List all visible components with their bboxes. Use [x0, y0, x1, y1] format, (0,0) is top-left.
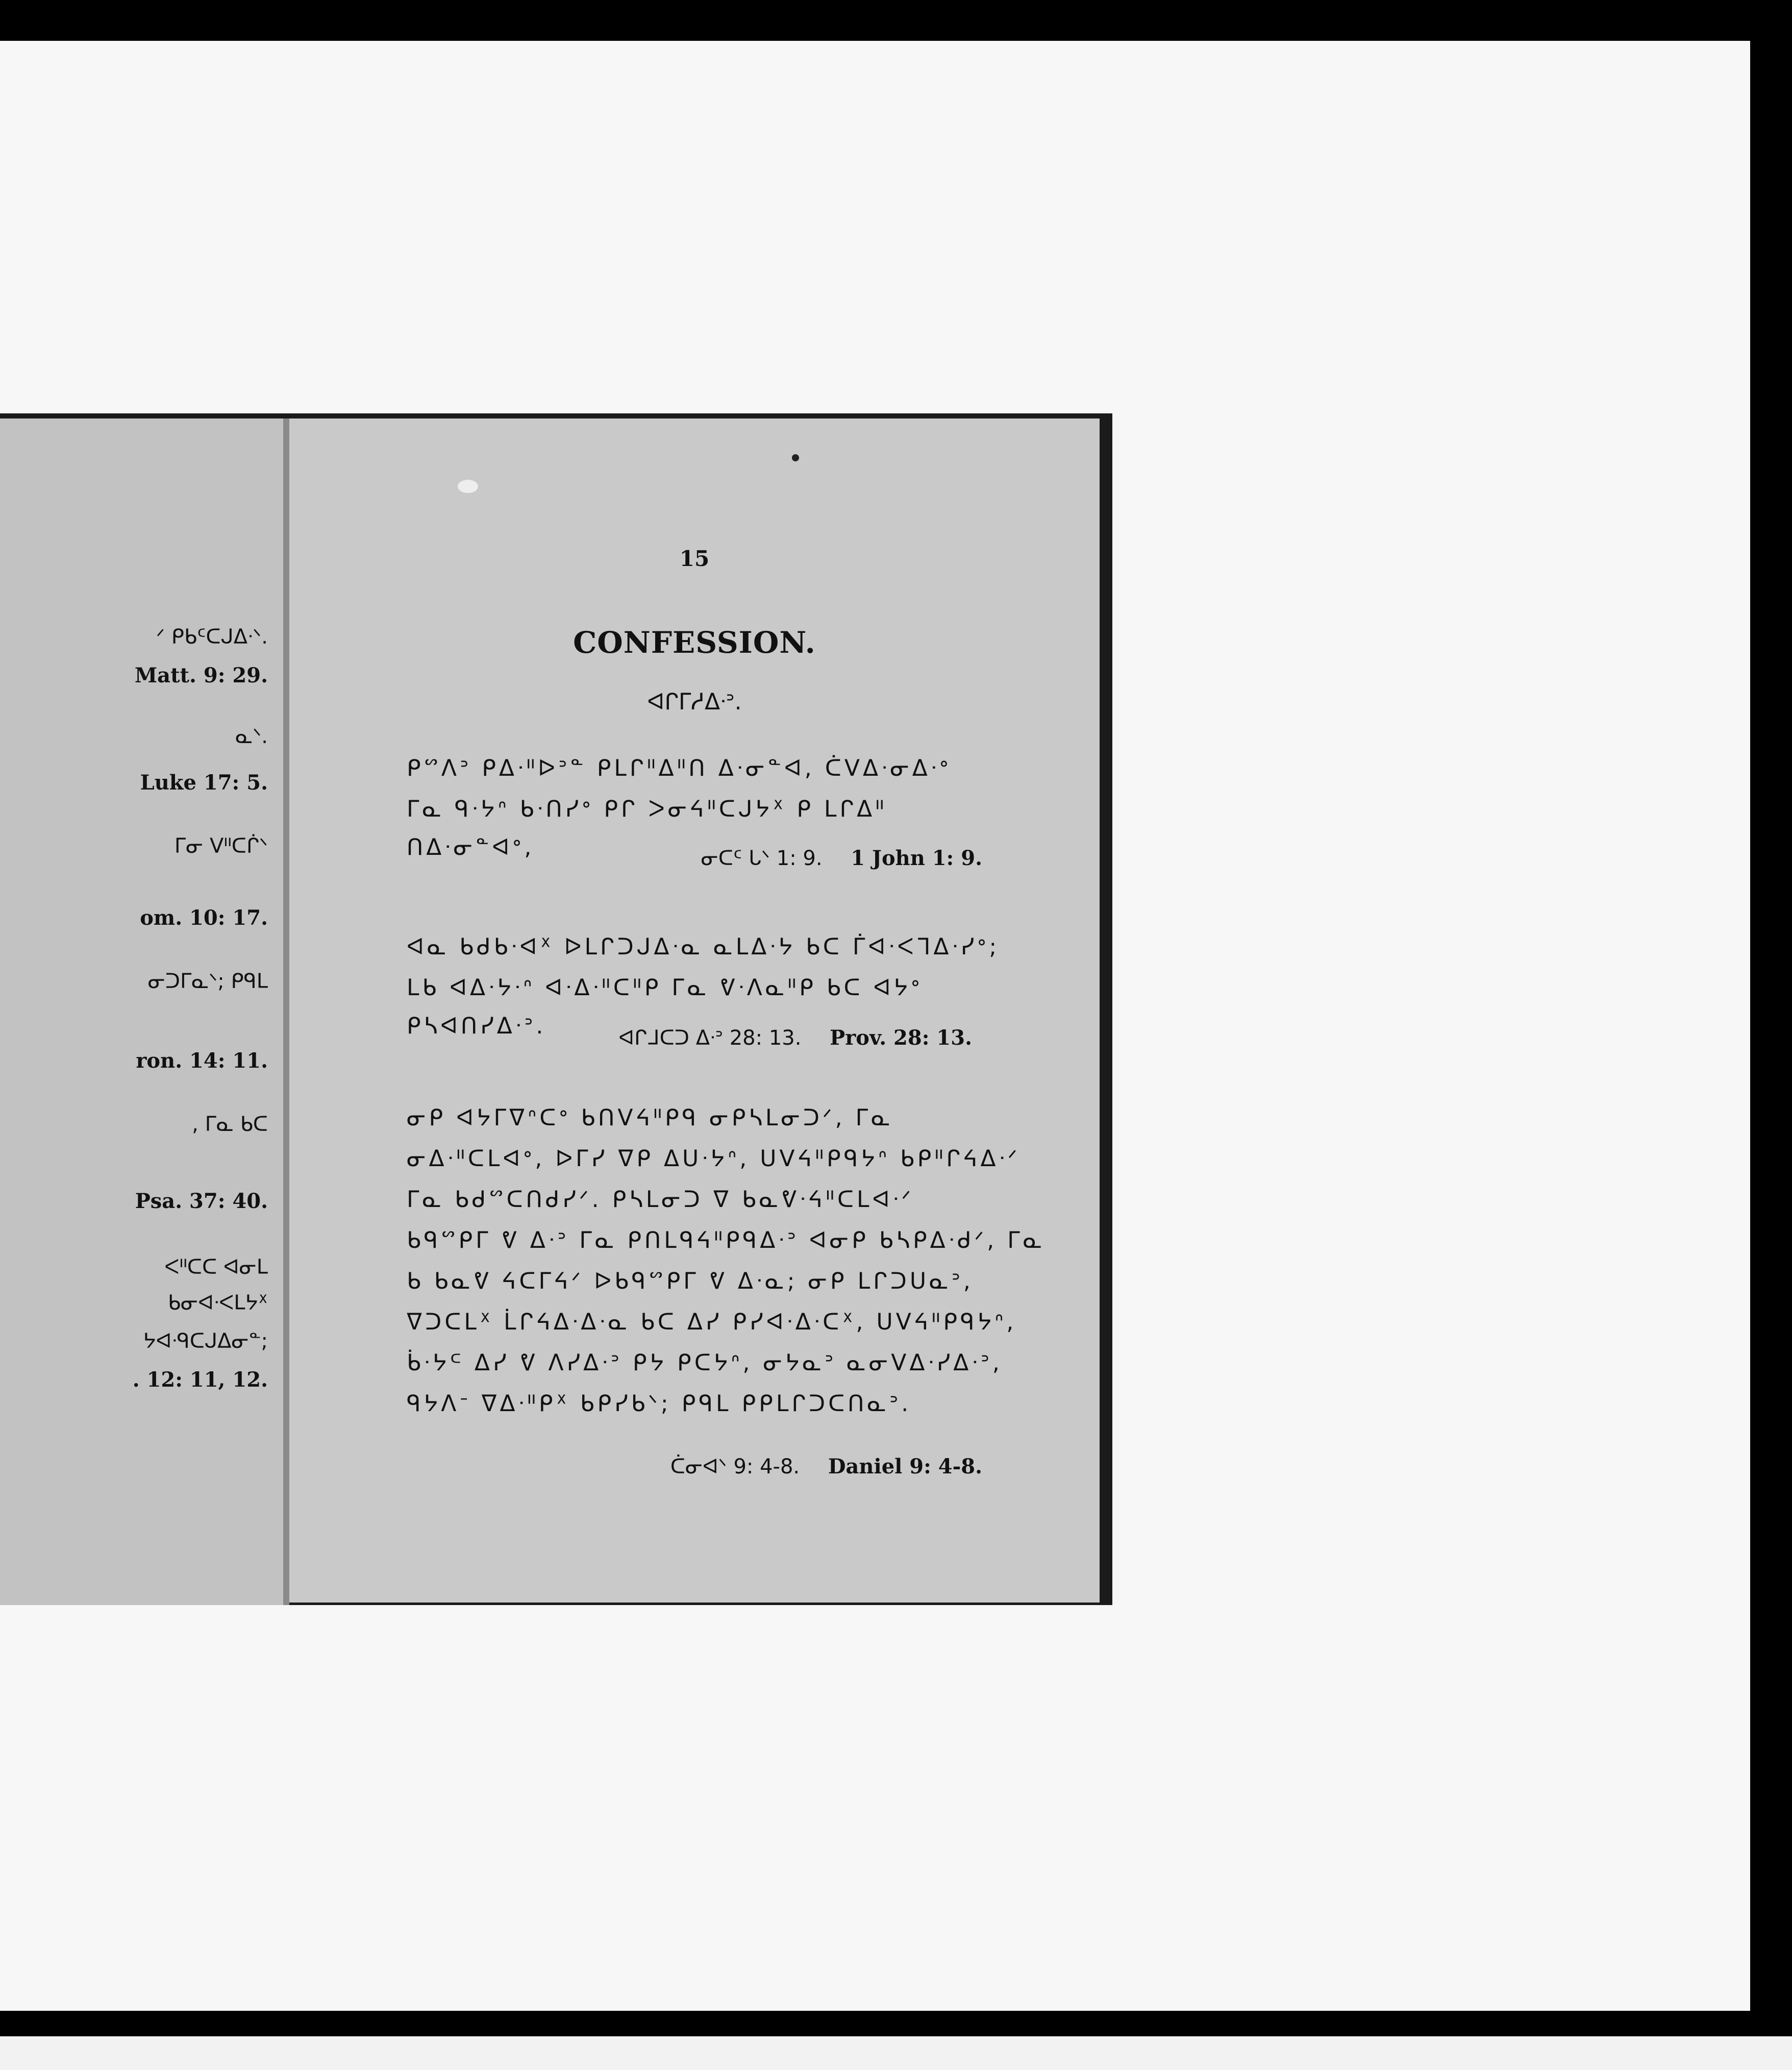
- paragraph-line: ᑲᑫᔥᑭᒥ ᕓ ᐃᐧᐣ ᒥᓇ ᑭᑎᒪᑫᔦᐦᑭᑫᐃᐧᐣ ᐊᓂᑭ ᑲᓴᑭᐃᐧᑯᐟ, ᒥᓇ: [407, 1227, 1046, 1253]
- paragraph-line: ᑭᓴᐊᑎᓯᐃᐧᐣ.: [407, 1013, 546, 1039]
- paper-speck: [458, 480, 478, 493]
- left-line: ᒥᓂ ᐯᐦᑕᒌᐠ: [174, 834, 268, 858]
- reference-syllabic: ᓂᑕᑦ ᒐᐠ 1: 9.: [701, 847, 823, 870]
- left-line: ᔭᐊᐧᑫᑕᒍᐃᓂᓐ;: [143, 1329, 268, 1353]
- page-title: CONFESSION.: [573, 625, 816, 660]
- right-page: [289, 418, 1100, 1603]
- paragraph-line: ᑫᔭᐱᐨ ᐁᐃᐧᐦᑭᕽ ᑲᑭᓯᑲᐠ; ᑭᑫᒪ ᑭᑭᒪᒋᑐᑕᑎᓇᐣ.: [407, 1391, 912, 1417]
- paragraph-line: ᑎᐃᐧᓂᓐᐊᐤ,: [407, 834, 535, 860]
- paragraph-line: ᓂᐃᐧᐦᑕᒪᐊᐤ, ᐅᒥᓯ ᐁᑭ ᐃᑌᐧᔭᐢ, ᑌᐯᔦᐦᑭᑫᔭᐢ ᑲᑭᐦᒋᔦᐃᐧᐟ: [407, 1146, 1021, 1172]
- left-line: ᓂᑐᒥᓇᐠ; ᑭᑫᒪ: [147, 970, 268, 993]
- page-subtitle: ᐊᒋᒥᓱᐃᐧᐣ.: [647, 689, 742, 715]
- reference-english: Daniel 9: 4-8.: [828, 1455, 982, 1478]
- scan-bottom-strip: [0, 2036, 1792, 2070]
- reference-english: 1 John 1: 9.: [851, 846, 982, 870]
- left-page: [0, 418, 283, 1605]
- paragraph-line: ᑲ ᑲᓇᕓ ᔦᑕᒥᔦᐟ ᐅᑲᑫᔥᑭᒥ ᕓ ᐃᐧᓇ; ᓂᑭ ᒪᒋᑐᑌᓇᐣ,: [407, 1268, 974, 1294]
- scripture-reference: [670, 1455, 982, 1478]
- left-ref: . 12: 11, 12.: [132, 1368, 268, 1392]
- book-spine: [283, 418, 289, 1605]
- paragraph-line: ᐊᓇ ᑲᑯᑲᐧᐊᕽ ᐅᒪᒋᑐᒍᐃᐧᓇ ᓇᒪᐃᐧᔭ ᑲᑕ ᒦᐊᐧᐸᒣᐃᐧᓯᐤ;: [407, 934, 1000, 960]
- paragraph-line: ᒥᓇ ᑲᑯᔥᑕᑎᑯᓯᐟ. ᑭᓴᒪᓂᑐ ᐁ ᑲᓇᕓᐧᔦᐦᑕᒪᐊᐧᐟ: [407, 1187, 914, 1213]
- paragraph-line: ᑭᔥᐱᐣ ᑭᐃᐧᐦᐅᐣᓐ ᑭᒪᒋᐦᐃᐦᑎ ᐃᐧᓂᓐᐊ, ᑖᐯᐃᐧᓂᐃᐧᐤ: [407, 755, 952, 781]
- reference-syllabic: ᑖᓂᐊᐠ 9: 4-8.: [670, 1455, 800, 1478]
- paragraph-line: ᑳᐧᔭᒼ ᐃᓯ ᕓ ᐱᓯᐃᐧᐣ ᑭᔭ ᑭᑕᔭᐢ, ᓂᔭᓇᐣ ᓇᓂᐯᐃᐧᓯᐃᐧᐣ,: [407, 1350, 1003, 1376]
- reference-syllabic: ᐊᒋᒧᑕᑐ ᐃᐧᐣ 28: 13.: [618, 1026, 802, 1050]
- left-ref: Luke 17: 5.: [140, 771, 268, 795]
- paragraph-line: ᒪᑲ ᐊᐃᐧᔭᐧᐢ ᐊᐧᐃᐧᐦᑕᐦᑭ ᒥᓇ ᕓᐧᐱᓇᐦᑭ ᑲᑕ ᐊᔭᐤ: [407, 975, 923, 1001]
- paragraph-line: ᒥᓇ ᑫᐧᔭᐢ ᑲᐧᑎᓯᐤ ᑭᒋ ᐳᓂᔦᐦᑕᒍᔭᕽ ᑭ ᒪᒋᐃᐦ: [407, 796, 887, 822]
- left-ref: Psa. 37: 40.: [135, 1189, 268, 1213]
- left-ref: Matt. 9: 29.: [134, 663, 268, 687]
- left-line: ᐟ ᑭᑲᑦᑕᒍᐃᐧᐠ.: [156, 625, 268, 649]
- left-ref: ron. 14: 11.: [136, 1049, 268, 1073]
- reference-english: Prov. 28: 13.: [830, 1026, 972, 1050]
- left-line: , ᒥᓇ ᑲᑕ: [192, 1113, 268, 1136]
- paragraph-line: ᐁᑐᑕᒪᕽ ᒫᒋᔦᐃᐧᐃᐧᓇ ᑲᑕ ᐃᓯ ᑭᓯᐊᐧᐃᐧᑕᕽ, ᑌᐯᔦᐦᑭᑫᔭᐢ,: [407, 1309, 1017, 1335]
- page-number: 15: [679, 546, 710, 571]
- scripture-reference: [701, 846, 982, 870]
- left-line: ᑲᓂᐊᐧᐸᒪᔭᕽ: [167, 1291, 268, 1315]
- scripture-reference: [618, 1026, 972, 1050]
- paper-speck: [792, 454, 799, 461]
- left-line: ᐸᐦᑕᑕ ᐊᓂᒪ: [164, 1255, 268, 1279]
- left-line: ᓇᐠ.: [235, 725, 268, 748]
- left-ref: om. 10: 17.: [140, 906, 268, 930]
- paragraph-line: ᓂᑭ ᐊᔭᒥᐁᐢᑕᐤ ᑲᑎᐯᔦᐦᑭᑫ ᓂᑭᓴᒪᓂᑐᐟ, ᒥᓇ: [407, 1105, 893, 1131]
